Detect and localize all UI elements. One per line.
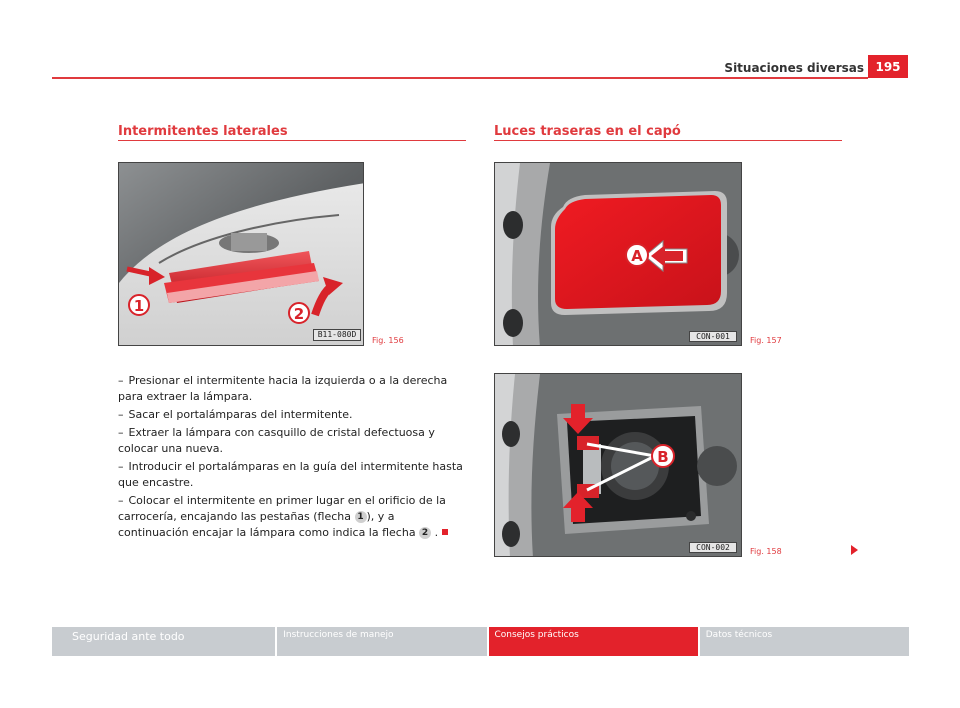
callout-1: 1 bbox=[133, 297, 145, 315]
callout-a: A bbox=[631, 247, 643, 265]
header-rule bbox=[52, 77, 868, 79]
tab-datos[interactable]: Datos técnicos bbox=[700, 627, 909, 656]
figure-tail-light-cover bbox=[494, 162, 742, 346]
section-title-intermitentes: Intermitentes laterales bbox=[118, 124, 288, 139]
figure-side-indicator bbox=[118, 162, 364, 346]
callout-2: 2 bbox=[293, 305, 305, 323]
step-item: – Presionar el intermitente hacia la izquierda o a la derecha para extraer la lámpara. bbox=[118, 374, 448, 403]
figure-caption: Fig. 157 bbox=[750, 336, 782, 345]
continue-arrow-icon bbox=[851, 545, 858, 555]
step-item: – Colocar el intermitente en primer lugar en el orificio de la carrocería, encajando las pestañas (flecha 1 ), y a continuación encajar la lámpara como indica la flecha 2 . bbox=[118, 493, 468, 541]
section-rule-right bbox=[494, 140, 842, 141]
running-header-title: Situaciones diversas bbox=[724, 61, 864, 75]
instruction-steps bbox=[118, 373, 468, 543]
callout-b: B bbox=[657, 448, 669, 466]
step-item: – Extraer la lámpara con casquillo de cristal defectuosa y colocar una nueva. bbox=[118, 426, 435, 455]
tab-seguridad[interactable]: Seguridad ante todo bbox=[52, 627, 275, 656]
figure-code: CON-002 bbox=[689, 542, 737, 553]
step-item: – Sacar el portalámparas del intermitente. bbox=[118, 408, 353, 421]
chapter-tabs bbox=[52, 627, 909, 656]
tab-instrucciones[interactable]: Instrucciones de manejo bbox=[277, 627, 486, 656]
tab-consejos[interactable]: Consejos prácticos bbox=[489, 627, 698, 656]
page-number: 195 bbox=[868, 55, 908, 78]
figure-caption: Fig. 158 bbox=[750, 547, 782, 556]
figure-caption: Fig. 156 bbox=[372, 336, 404, 345]
section-title-luces-traseras: Luces traseras en el capó bbox=[494, 124, 681, 139]
figure-code: CON-001 bbox=[689, 331, 737, 342]
section-rule-left bbox=[118, 140, 466, 141]
reference-badge-1: 1 bbox=[355, 511, 367, 523]
section-end-mark bbox=[442, 529, 448, 535]
step-item: – Introducir el portalámparas en la guía del intermitente hasta que encastre. bbox=[118, 460, 463, 489]
reference-badge-2: 2 bbox=[419, 527, 431, 539]
figure-bulb-holder bbox=[494, 373, 742, 557]
figure-code: B11-080D bbox=[313, 329, 361, 341]
